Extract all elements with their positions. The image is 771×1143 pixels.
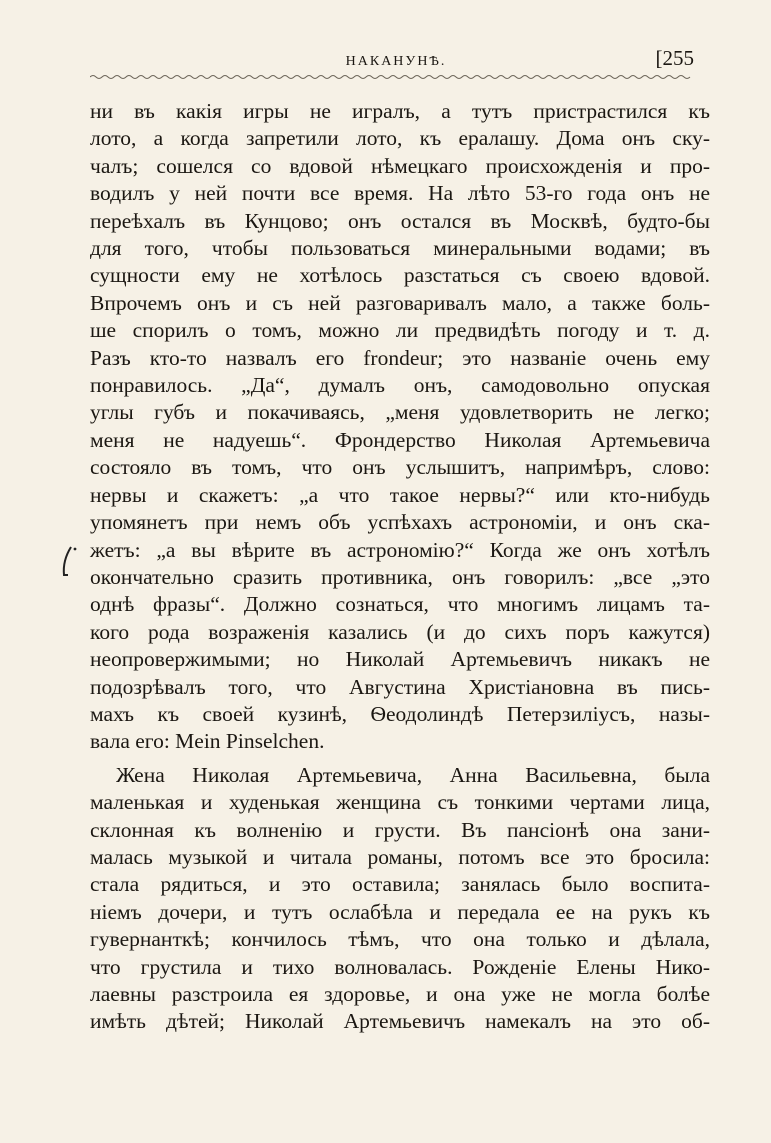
text-line: гувернанткѣ; кончилось тѣмъ, что она только и дѣлала, [90,927,710,952]
text-line: кого рода возраженія казались (и до сихъ поръ кажутся) [90,619,710,644]
text-line: что грустила и тихо волновалась. Рожденіе Елены Нико- [90,954,710,979]
paragraph-1 [90,98,710,756]
text-line: меня не надуешь“. Фрондерство Николая Артемьевича [90,427,710,452]
text-line: лаевны разстроила ея здоровье, и она уже не могла болѣе [90,982,710,1006]
text-line: подозрѣвалъ того, что Августина Христіановна въ пись- [90,674,710,699]
text-line: жетъ: „а вы вѣрите въ астрономію?“ Когда же онъ хотѣлъ [90,537,710,562]
text-line: вала его: Mein Pinselchen. [90,729,325,754]
text-line: Впрочемъ онъ и съ ней разговаривалъ мало, а также боль- [90,290,710,315]
body-text [90,98,710,1036]
text-line: упомянетъ при немъ объ успѣхахъ астрономіи, и онъ ска- [90,510,710,535]
text-line: неопровержимыми; но Николай Артемьевичъ никакъ не [90,647,710,672]
running-title: НАКАНУНѢ. [345,54,447,69]
paragraph-2 [90,762,710,1036]
text-line: стала рядиться, и это оставила; занялась было воспита- [90,872,710,897]
text-line: лото, а когда запретили лото, къ ералашу. Дома онъ ску- [90,126,710,151]
text-line: углы губъ и покачиваясь, „меня удовлетворить не легко; [90,400,710,425]
text-line: водилъ у ней почти все время. На лѣто 53-го года онъ не [90,181,710,206]
text-line: однѣ фразы“. Должно сознаться, что многимъ лицамъ та- [90,592,710,617]
text-line: склонная къ волненію и грусти. Въ пансіонѣ она зани- [90,817,710,842]
margin-pencil-mark [60,543,78,579]
text-line: ніемъ дочери, и тутъ ослабѣла и передала ее на рукъ къ [90,899,710,924]
text-line: для того, чтобы пользоваться минеральными водами; въ [90,236,710,261]
text-line: махъ къ своей кузинѣ, Ѳеодолиндѣ Петерзиліусъ, назы- [90,701,710,726]
text-line: малась музыкой и читала романы, потомъ все это бросила: [90,844,710,869]
text-line: понравилось. „Да“, думалъ онъ, самодовольно опуская [90,373,710,398]
text-line: ни въ какія игры не игралъ, а тутъ пристрастился къ [90,99,710,123]
header-rule [90,74,700,80]
text-line: чалъ; сошелся со вдовой нѣмецкаго происхожденія и про- [90,153,710,178]
text-line: окончательно сразить противника, онъ говорилъ: „все „это [90,564,710,589]
text-line: ше спорилъ о томъ, можно ли предвидѣть погоду и т. д. [90,318,710,343]
text-line: нервы и скажетъ: „а что такое нервы?“ или кто-нибудь [90,482,710,507]
page-number: [255 [655,46,694,70]
text-line: состояло въ томъ, что онъ услышитъ, напримѣръ, слово: [90,455,710,480]
text-line: сущности ему не хотѣлось разстаться съ своею вдовой. [90,263,710,288]
text-line: имѣть дѣтей; Николай Артемьевичъ намекалъ на это об- [90,1009,710,1034]
text-line: Разъ кто-то назвалъ его frondeur; это названіе очень ему [90,345,710,370]
text-line: Жена Николая Артемьевича, Анна Васильевна, была [116,762,710,787]
text-line: переѣхалъ въ Кунцово; онъ остался въ Москвѣ, будто-бы [90,208,710,233]
text-line: маленькая и худенькая женщина съ тонкими чертами лица, [90,790,710,815]
